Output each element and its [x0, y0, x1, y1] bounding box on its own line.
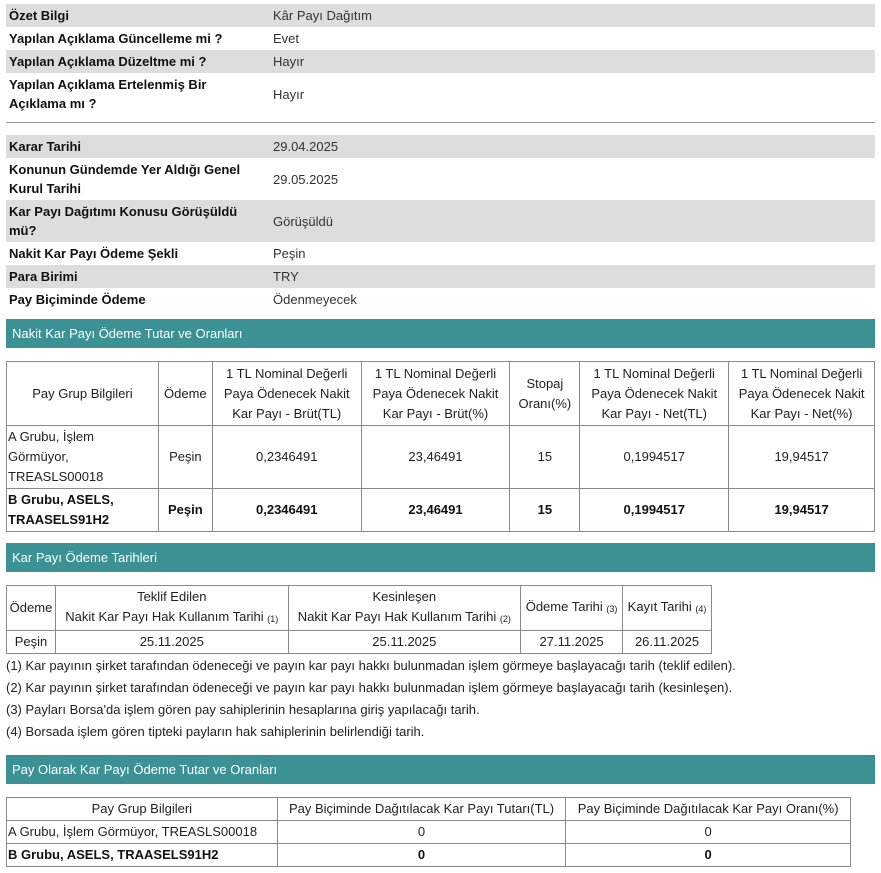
share-ratio: 0 [566, 844, 851, 867]
header-subtitle: Nakit Kar Payı Hak Kullanım Tarihi [297, 609, 497, 624]
summary-row [6, 27, 875, 50]
summary-row [6, 50, 875, 73]
detail-label: Kar Payı Dağıtımı Konusu Görüşüldü mü? [6, 200, 267, 242]
withholding-rate: 15 [510, 426, 580, 489]
summary-value: Kâr Payı Dağıtım [267, 4, 875, 27]
column-header: Pay Biçiminde Dağıtılacak Kar Payı Oranı(%) [566, 798, 851, 821]
table-header-row [7, 586, 712, 631]
summary-value: Evet [273, 31, 300, 46]
section-header-dates: Kar Payı Ödeme Tarihleri [6, 543, 875, 572]
header-title: Kesinleşen [372, 589, 437, 604]
footnote-ref: (2) [499, 614, 511, 624]
detail-row [6, 135, 875, 158]
details-table [6, 135, 875, 311]
payment-type: Peşin [158, 489, 212, 532]
detail-label: Konunun Gündemde Yer Aldığı Genel Kurul Tarihi [9, 162, 241, 196]
column-header: 1 TL Nominal Değerli Paya Ödenecek Nakit Kar Payı - Net(TL) [580, 362, 729, 426]
share-dividend-table [6, 797, 851, 867]
table-row [7, 631, 712, 654]
detail-row [6, 242, 875, 265]
footnote-ref: (4) [695, 604, 707, 614]
header-title: Teklif Edilen [137, 589, 207, 604]
detail-label: Karar Tarihi [6, 135, 267, 158]
share-ratio: 0 [566, 821, 851, 844]
column-header-payment: Ödeme [7, 586, 56, 631]
proposed-date: 25.11.2025 [55, 631, 288, 654]
summary-label: Yapılan Açıklama Düzeltme mi ? [6, 50, 267, 73]
group-info: B Grubu, ASELS, TRAASELS91H2 [7, 489, 159, 532]
detail-row [6, 265, 875, 288]
header-title: Kayıt Tarihi [627, 599, 692, 614]
section-header-cash: Nakit Kar Payı Ödeme Tutar ve Oranları [6, 319, 875, 348]
table-row [7, 821, 851, 844]
detail-value: Ödenmeyecek [273, 292, 357, 307]
detail-value: 29.04.2025 [267, 135, 875, 158]
gross-pct: 23,46491 [361, 426, 510, 489]
gross-pct: 23,46491 [361, 489, 510, 532]
share-amount: 0 [277, 844, 566, 867]
summary-row [6, 73, 875, 115]
summary-value: Hayır [273, 86, 305, 102]
column-header: 1 TL Nominal Değerli Paya Ödenecek Nakit Kar Payı - Brüt(%) [361, 362, 510, 426]
footnote-ref: (3) [606, 604, 618, 614]
column-header: Pay Biçiminde Dağıtılacak Kar Payı Tutarı(TL) [277, 798, 566, 821]
summary-label: Özet Bilgi [6, 4, 267, 27]
group-info: A Grubu, İşlem Görmüyor, TREASLS00018 [7, 821, 278, 844]
divider [6, 122, 875, 123]
pay-date: 27.11.2025 [521, 631, 623, 654]
withholding-rate: 15 [510, 489, 580, 532]
footnote: (3) Payları Borsa'da işlem gören pay sahiplerinin hesaplarına giriş yapılacağı tarih. [6, 702, 480, 717]
payment-type: Peşin [7, 631, 56, 654]
footnote: (2) Kar payının şirket tarafından ödeneceği ve payın kar payı hakkı bulunmadan işlem görmeye başlayacağı tarih (kesinleşen). [6, 680, 733, 695]
column-header: 1 TL Nominal Değerli Paya Ödenecek Nakit Kar Payı - Brüt(TL) [212, 362, 361, 426]
footnote: (4) Borsada işlem gören tipteki payların hak sahiplerinin belirlendiği tarih. [6, 724, 425, 739]
net-tl: 0,1994517 [580, 489, 729, 532]
header-subtitle: Nakit Kar Payı Hak Kullanım Tarihi [65, 609, 264, 624]
detail-row [6, 288, 875, 311]
footnote: (1) Kar payının şirket tarafından ödeneceği ve payın kar payı hakkı bulunmadan işlem görmeye başlayacağı tarih (teklif edilen). [6, 658, 736, 673]
cash-dividend-table [6, 361, 875, 532]
footnote-ref: (1) [267, 614, 279, 624]
column-header-pay-date [521, 586, 623, 631]
table-row [7, 844, 851, 867]
table-header-row [7, 798, 851, 821]
net-tl: 0,1994517 [580, 426, 729, 489]
section-header-share: Pay Olarak Kar Payı Ödeme Tutar ve Oranları [6, 755, 875, 784]
header-title: Ödeme Tarihi [525, 599, 603, 614]
summary-label: Yapılan Açıklama Güncelleme mi ? [9, 31, 223, 46]
detail-row [6, 158, 875, 200]
payment-type: Peşin [158, 426, 212, 489]
group-info: A Grubu, İşlem Görmüyor, TREASLS00018 [7, 426, 159, 489]
detail-label: Pay Biçiminde Ödeme [9, 292, 146, 307]
column-header-record-date [623, 586, 712, 631]
detail-value: Görüşüldü [267, 200, 875, 242]
column-header: 1 TL Nominal Değerli Paya Ödenecek Nakit Kar Payı - Net(%) [729, 362, 875, 426]
column-header: Stopaj Oranı(%) [510, 362, 580, 426]
gross-tl: 0,2346491 [212, 489, 361, 532]
column-header-final [288, 586, 521, 631]
detail-value: 29.05.2025 [273, 171, 339, 187]
table-row [7, 426, 875, 489]
net-pct: 19,94517 [729, 489, 875, 532]
gross-tl: 0,2346491 [212, 426, 361, 489]
summary-row [6, 4, 875, 27]
group-info: B Grubu, ASELS, TRAASELS91H2 [7, 844, 278, 867]
detail-label: Nakit Kar Payı Ödeme Şekli [9, 246, 179, 261]
column-header: Pay Grup Bilgileri [7, 362, 159, 426]
table-header-row [7, 362, 875, 426]
column-header: Pay Grup Bilgileri [7, 798, 278, 821]
detail-value: TRY [267, 265, 875, 288]
summary-label: Yapılan Açıklama Ertelenmiş Bir Açıklama mı ? [9, 77, 207, 111]
detail-row [6, 200, 875, 242]
detail-value: Peşin [273, 246, 306, 261]
summary-value: Hayır [267, 50, 875, 73]
payment-dates-table [6, 585, 712, 654]
detail-label: Para Birimi [6, 265, 267, 288]
footnotes [6, 655, 875, 743]
summary-table [6, 4, 875, 115]
column-header-proposed [55, 586, 288, 631]
net-pct: 19,94517 [729, 426, 875, 489]
final-date: 25.11.2025 [288, 631, 521, 654]
record-date: 26.11.2025 [623, 631, 712, 654]
share-amount: 0 [277, 821, 566, 844]
column-header: Ödeme [158, 362, 212, 426]
table-row [7, 489, 875, 532]
